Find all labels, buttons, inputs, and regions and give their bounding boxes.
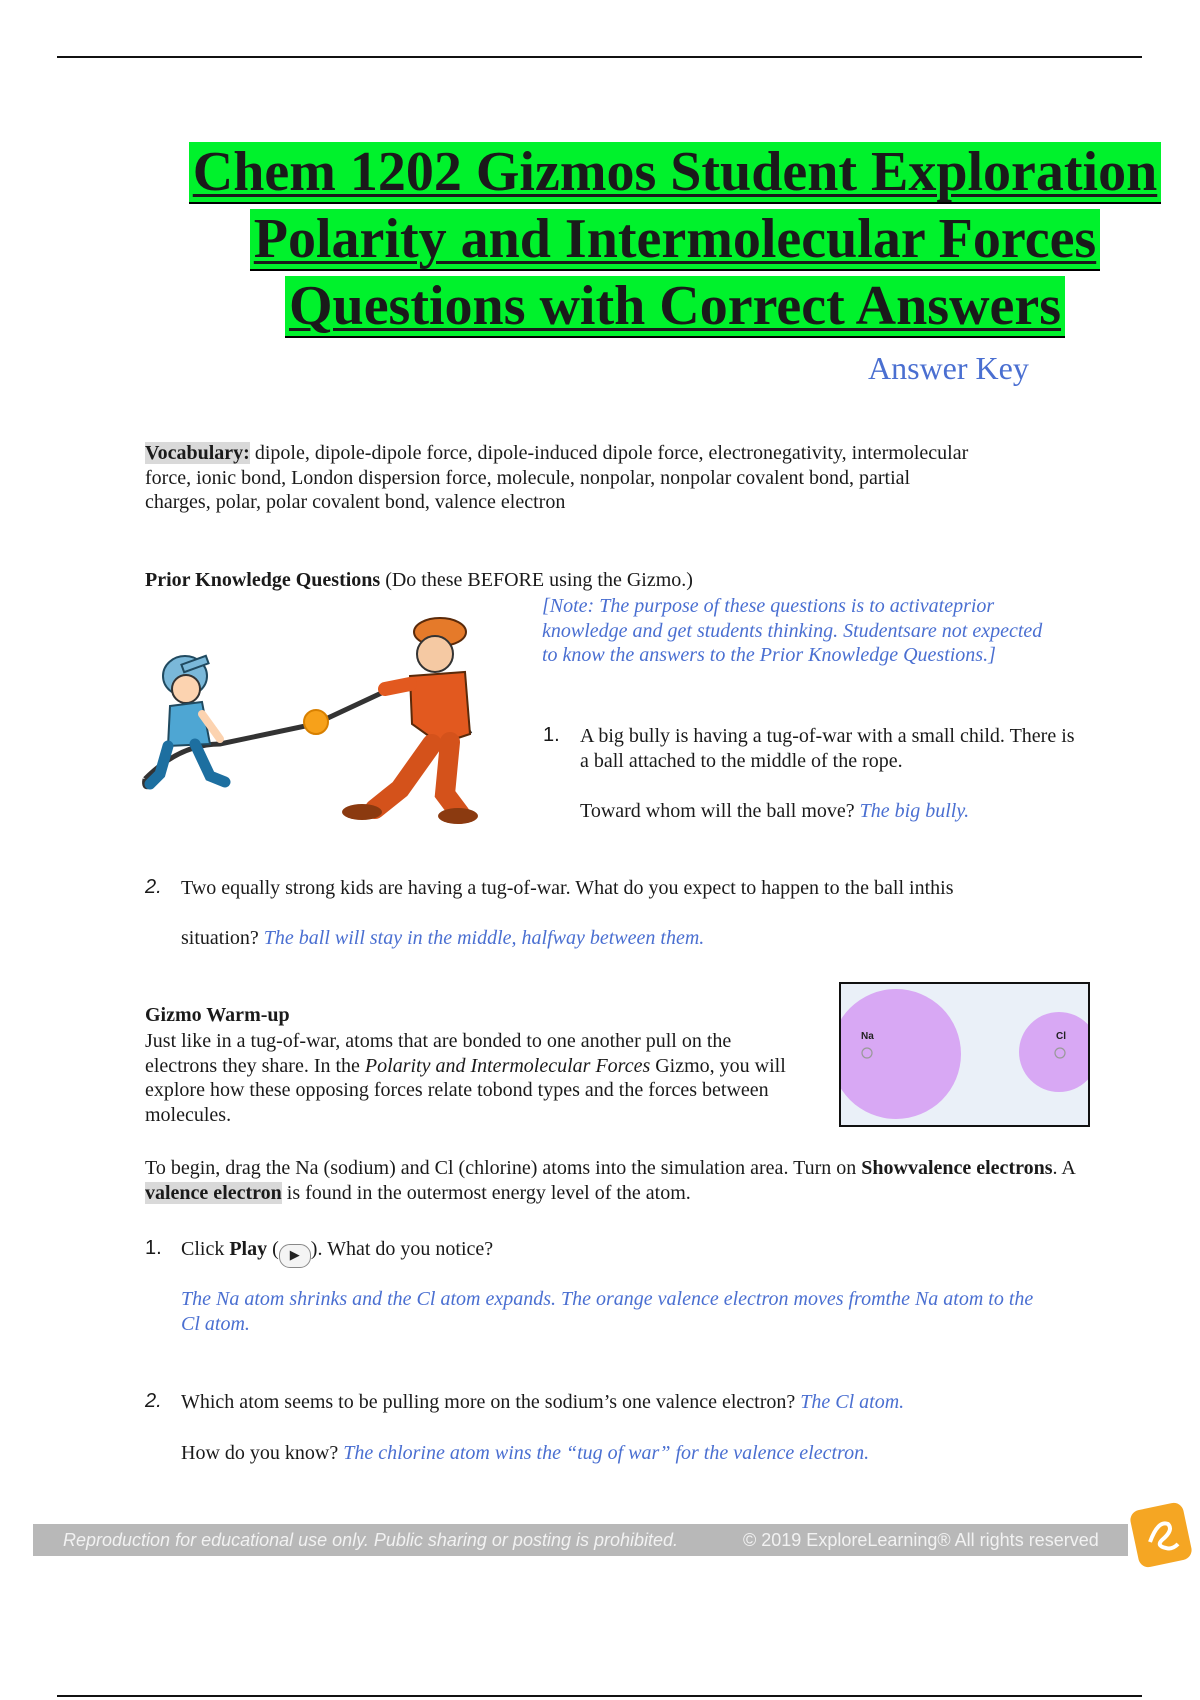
warmup-q1-bold: Play bbox=[229, 1238, 268, 1260]
warmup-q2-prompt: How do you know? bbox=[181, 1442, 339, 1464]
prior-q2-text: Two equally strong kids are having a tug-of-war. What do you expect to happen to the ball inthis bbox=[181, 877, 954, 899]
play-icon: ▶ bbox=[279, 1244, 311, 1268]
na-atom-icon bbox=[841, 989, 961, 1119]
prior-q1-prompt: Toward whom will the ball move? bbox=[580, 800, 855, 822]
begin-a: To begin, drag the Na (sodium) and Cl (chlorine) atoms into the simulation area. Turn on bbox=[145, 1157, 862, 1179]
prior-heading-suffix: (Do these BEFORE using the Gizmo.) bbox=[380, 569, 693, 591]
bottom-rule bbox=[57, 1695, 1142, 1697]
warmup-q1-text-c: ). What do you notice? bbox=[310, 1238, 494, 1260]
rope-ball-icon bbox=[304, 710, 328, 734]
title-line-2: Polarity and Intermolecular Forces bbox=[250, 209, 1100, 271]
warmup-q2-answer: The Cl atom. bbox=[795, 1391, 905, 1413]
warmup-para-italic: Polarity and Intermolecular Forces bbox=[364, 1054, 651, 1077]
warmup-q1-text-a: Click bbox=[181, 1238, 230, 1260]
begin-bold: Showvalence electrons bbox=[861, 1157, 1053, 1179]
top-rule bbox=[57, 56, 1142, 58]
warmup-q1-answer: The Na atom shrinks and the Cl atom expands. The orange valence electron moves fromthe Na atom to the Cl atom. bbox=[181, 1288, 1034, 1335]
warmup-q1-number: 1. bbox=[145, 1237, 162, 1259]
teacher-note: [Note: The purpose of these questions is to activateprior knowledge and get students thinking. Studentsare not expected to know the answers to the Prior Knowledge Questions.] bbox=[542, 595, 1043, 666]
warmup-heading-bold: Gizmo Warm-up bbox=[145, 1004, 290, 1026]
prior-q2-prompt-line bbox=[181, 926, 704, 951]
footer-reproduction-notice: Reproduction for educational use only. Public sharing or posting is prohibited. bbox=[63, 1530, 679, 1550]
big-bully-icon bbox=[342, 618, 478, 824]
vocabulary-label: Vocabulary: bbox=[145, 442, 250, 464]
warmup-q2-prompt-line bbox=[181, 1441, 1101, 1466]
explorelearning-logo-icon bbox=[1128, 1500, 1196, 1572]
prior-q1-answer: The big bully. bbox=[854, 800, 970, 822]
title-line-3: Questions with Correct Answers bbox=[285, 276, 1065, 338]
prior-q2-number: 2. bbox=[145, 876, 162, 898]
prior-q2-answer: The ball will stay in the middle, halfway between them. bbox=[258, 927, 705, 949]
document-title bbox=[150, 142, 1200, 343]
prior-heading-bold: Prior Knowledge Questions bbox=[145, 569, 381, 591]
gizmo-simulation-preview bbox=[839, 982, 1090, 1127]
warmup-q2-number: 2. bbox=[145, 1390, 162, 1412]
warmup-paragraph bbox=[145, 1029, 805, 1127]
prior-q2-prompt: situation? bbox=[181, 927, 259, 949]
title-line-1: Chem 1202 Gizmos Student Exploration bbox=[189, 142, 1162, 204]
prior-q1-text: A big bully is having a tug-of-war with a small child. There is a ball attached to the middle of the rope. bbox=[580, 725, 1075, 772]
warmup-q2-text: Which atom seems to be pulling more on the sodium’s one valence electron? bbox=[181, 1391, 796, 1413]
begin-c: is found in the outermost energy level of the atom. bbox=[281, 1181, 691, 1204]
warmup-para-a: Just like in a tug-of-war, atoms that are bonded to one another pull on the electrons they share. In the bbox=[145, 1030, 732, 1077]
warmup-q2-answer2: The chlorine atom wins the “tug of war” for the valence electron. bbox=[338, 1442, 870, 1464]
warmup-para-b: Gizmo, you will explore how these opposing forces relate tobond types and the forces between molecules. bbox=[145, 1054, 786, 1126]
vocabulary-list: dipole, dipole-dipole force, dipole-induced dipole force, electronegativity, intermolecular force, ionic bond, London dispersion force, molecule, nonpolar, nonpolar covalent bond, partial charges, polar, polar covalent bond, valence electron bbox=[145, 442, 969, 513]
cl-atom-icon bbox=[1019, 1012, 1088, 1092]
prior-q1-prompt-line bbox=[580, 799, 969, 824]
prior-knowledge-heading bbox=[145, 568, 693, 593]
vocabulary-section bbox=[145, 441, 975, 515]
na-label: Na bbox=[861, 1031, 874, 1042]
prior-q1-number: 1. bbox=[543, 724, 560, 746]
tug-of-war-illustration bbox=[140, 614, 520, 824]
small-child-icon bbox=[150, 656, 225, 784]
cl-label: Cl bbox=[1056, 1031, 1066, 1042]
footer-copyright: © 2019 ExploreLearning® All rights reserved bbox=[743, 1530, 1099, 1550]
warmup-q2-text-line bbox=[181, 1390, 1101, 1415]
begin-highlight: valence electron bbox=[145, 1181, 282, 1204]
warmup-q1-text-b: ( bbox=[267, 1238, 279, 1260]
begin-instructions bbox=[145, 1156, 1085, 1205]
begin-b: . A bbox=[1052, 1157, 1075, 1179]
copyright-footer bbox=[33, 1524, 1128, 1556]
warmup-heading bbox=[145, 1003, 290, 1028]
warmup-q1-text bbox=[181, 1237, 493, 1268]
answer-key-label: Answer Key bbox=[868, 350, 1029, 386]
atom-simulation bbox=[841, 984, 1088, 1125]
